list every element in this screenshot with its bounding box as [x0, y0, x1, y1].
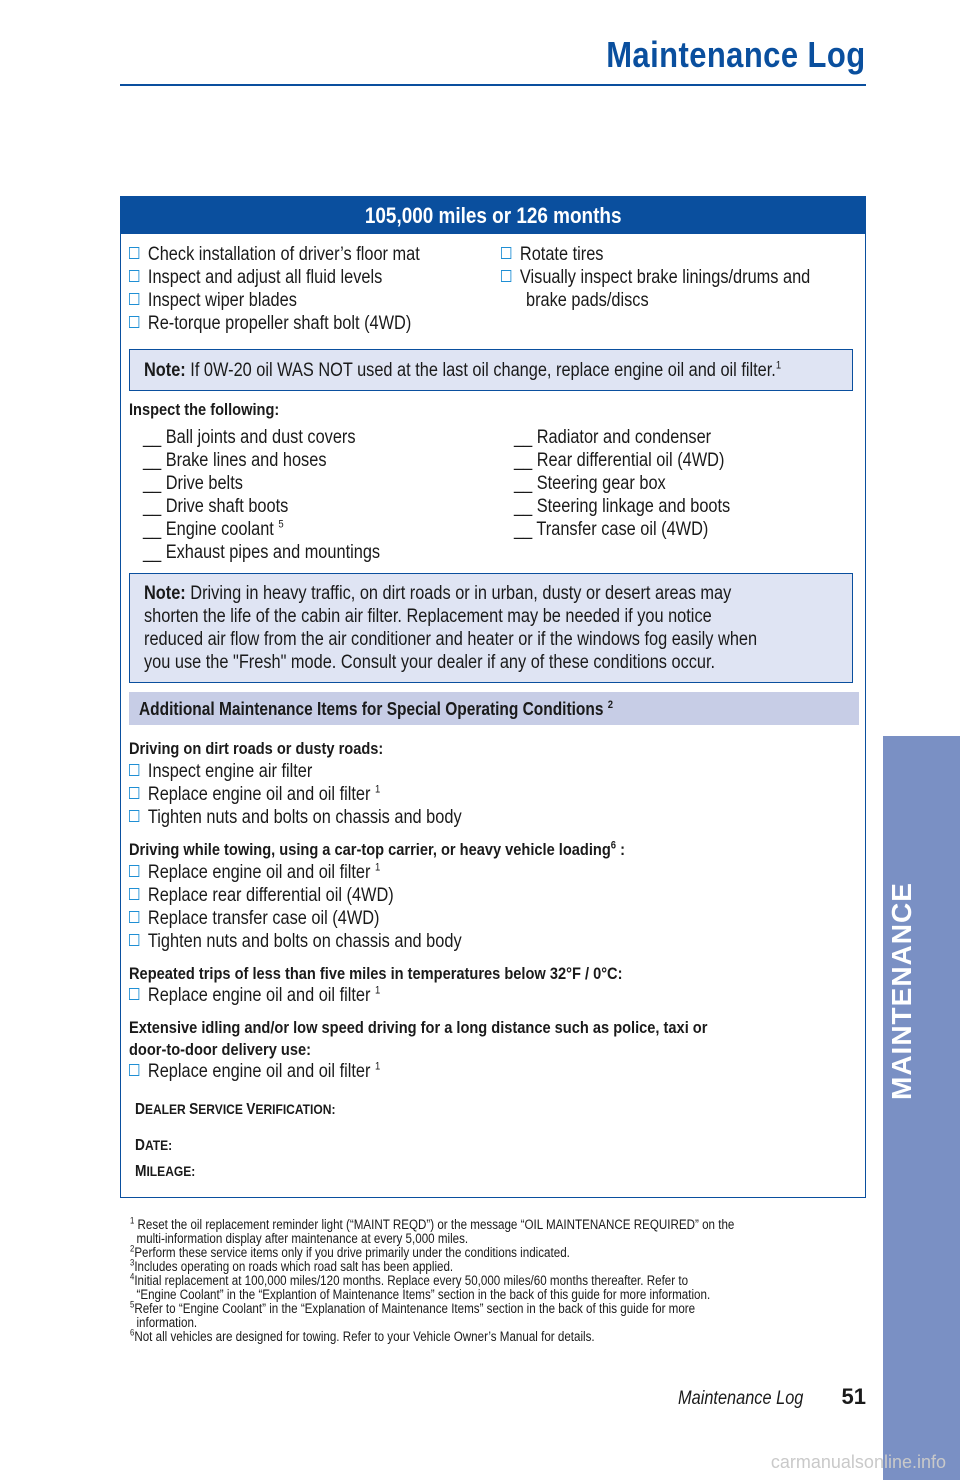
checklist-item[interactable]: Replace engine oil and oil filter $^1$: [129, 984, 421, 1007]
checkbox-icon[interactable]: [129, 810, 139, 822]
mileage-label: MILEAGE:: [135, 1163, 196, 1180]
checkbox-icon[interactable]: [129, 934, 139, 946]
checkbox-icon[interactable]: [129, 293, 139, 305]
special-conditions-heading: Additional Maintenance Items for Special Operating Conditions $^2$: [129, 692, 859, 725]
checkbox-icon[interactable]: [129, 270, 139, 282]
inspect-item: __ Drive belts: [143, 473, 243, 494]
footnote: $^5$Refer to “Engine Coolant” in the “Explanation of Maintenance Items” section in the back of this guide for more information.: [130, 1299, 696, 1330]
checkbox-icon[interactable]: [129, 865, 139, 877]
footer-label: Maintenance Log: [678, 1388, 804, 1409]
footnote: $^3$Includes operating on roads which road salt has been applied.: [130, 1257, 454, 1274]
checklist-item[interactable]: Replace rear differential oil (4WD): [129, 884, 437, 907]
inspect-item: __ Exhaust pipes and mountings: [143, 542, 381, 563]
date-label: DATE:: [135, 1137, 173, 1154]
footnote: $^4$Initial replacement at 100,000 miles/120 months. Replace every 50,000 miles/60 months thereafter. Refer to “Engine Coolant” in the “Explantion of Maintenance Items” section in the back of this guide for more information.: [130, 1271, 711, 1302]
footnotes: [130, 1215, 870, 1344]
inspect-item: __ Steering gear box: [514, 473, 666, 494]
checkbox-icon[interactable]: [129, 888, 139, 900]
note-label: Note:: [144, 360, 186, 381]
inspect-item: __ Rear differential oil (4WD): [514, 450, 725, 471]
note-text: If 0W-20 oil WAS NOT used at the last oil change, replace engine oil and oil filter.: [190, 360, 776, 381]
checklist-item-continued: brake pads/discs: [526, 290, 649, 311]
checklist-item[interactable]: Re-torque propeller shaft bolt (4WD): [129, 312, 457, 335]
checkbox-icon[interactable]: [129, 764, 139, 776]
note-label: Note:: [144, 583, 186, 604]
inspect-item: __ Transfer case oil (4WD): [514, 519, 709, 540]
checklist-item[interactable]: Tighten nuts and bolts on chassis and body: [129, 806, 516, 829]
checklist-item[interactable]: Replace engine oil and oil filter $^1$: [129, 861, 421, 884]
inspect-item: __ Engine coolant $^5$: [143, 518, 284, 540]
section-heading: Extensive idling and/or low speed driving for a long distance such as police, taxi or: [129, 1018, 708, 1037]
title-rule: [120, 84, 866, 86]
footnote: $^6$Not all vehicles are designed for towing. Refer to your Vehicle Owner’s Manual for details.: [130, 1327, 595, 1344]
inspect-item: __ Radiator and condenser: [514, 427, 712, 448]
checklist-item[interactable]: Rotate tires: [501, 243, 620, 266]
inspect-heading: Inspect the following:: [129, 400, 280, 419]
checkbox-icon[interactable]: [501, 270, 511, 282]
section-side-tab: [883, 736, 960, 1480]
watermark: carmanualsonline.info: [770, 1452, 946, 1472]
checkbox-icon[interactable]: [129, 1064, 139, 1076]
checklist-item[interactable]: Inspect engine air filter: [129, 760, 342, 783]
checkbox-icon[interactable]: [129, 247, 139, 259]
checklist-item[interactable]: Inspect and adjust all fluid levels: [129, 266, 424, 289]
inspect-item: __ Brake lines and hoses: [143, 450, 327, 471]
inspect-item: __ Ball joints and dust covers: [143, 427, 356, 448]
note-cabin-filter: Note: Driving in heavy traffic, on dirt roads or in urban, dusty or desert areas may shorten the life of the cabin air filter. Replacement may be needed if you notice reduced air flow from the air conditioner and heater or if the windows fog easily when you use the "Fresh" mode. Consult your dealer if any of these conditions occur.: [129, 573, 853, 683]
checkbox-icon[interactable]: [129, 316, 139, 328]
checkbox-icon[interactable]: [129, 787, 139, 799]
maintenance-box: [120, 196, 866, 1198]
side-tab-label: [886, 1076, 918, 1100]
checklist-item[interactable]: Check installation of driver’s floor mat: [129, 243, 467, 266]
section-heading: Driving while towing, using a car-top carrier, or heavy vehicle loading$^6$ :: [129, 839, 625, 859]
page-title: Maintenance Log: [606, 34, 866, 75]
checklist-item[interactable]: Replace engine oil and oil filter $^1$: [129, 783, 421, 806]
inspect-item: __ Drive shaft boots: [143, 496, 289, 517]
box-header: [121, 197, 865, 234]
section-heading: Repeated trips of less than five miles in temperatures below 32°F / 0°C:: [129, 964, 623, 983]
section-heading: Driving on dirt roads or dusty roads:: [129, 739, 384, 758]
footnote: $^1$ Reset the oil replacement reminder light (“MAINT REQD”) or the message “OIL MAINTENANCE REQUIRED” on the multi-information display after maintenance at every 5,000 miles.: [130, 1215, 735, 1246]
checklist-item[interactable]: Visually inspect brake linings/drums and: [501, 266, 861, 289]
inspect-item: __ Steering linkage and boots: [514, 496, 731, 517]
checklist-item[interactable]: Replace transfer case oil (4WD): [129, 907, 420, 930]
checkbox-icon[interactable]: [129, 988, 139, 1000]
checklist-item[interactable]: Replace engine oil and oil filter $^1$: [129, 1060, 421, 1083]
note-oil: Note: If 0W-20 oil WAS NOT used at the last oil change, replace engine oil and oil filter.$^1$: [129, 349, 853, 391]
section-heading-continued: door-to-door delivery use:: [129, 1040, 311, 1059]
footnote: $^2$Perform these service items only if you drive primarily under the conditions indicated.: [130, 1243, 570, 1260]
checkbox-icon[interactable]: [501, 247, 511, 259]
box-title: 105,000 miles or 126 months: [364, 203, 622, 228]
checklist-item[interactable]: Tighten nuts and bolts on chassis and body: [129, 930, 516, 953]
checkbox-icon[interactable]: [129, 911, 139, 923]
page-number: 51: [841, 1384, 866, 1409]
dealer-verification-label: DEALER SERVICE VERIFICATION:: [135, 1101, 336, 1118]
checklist-item[interactable]: Inspect wiper blades: [129, 289, 324, 312]
